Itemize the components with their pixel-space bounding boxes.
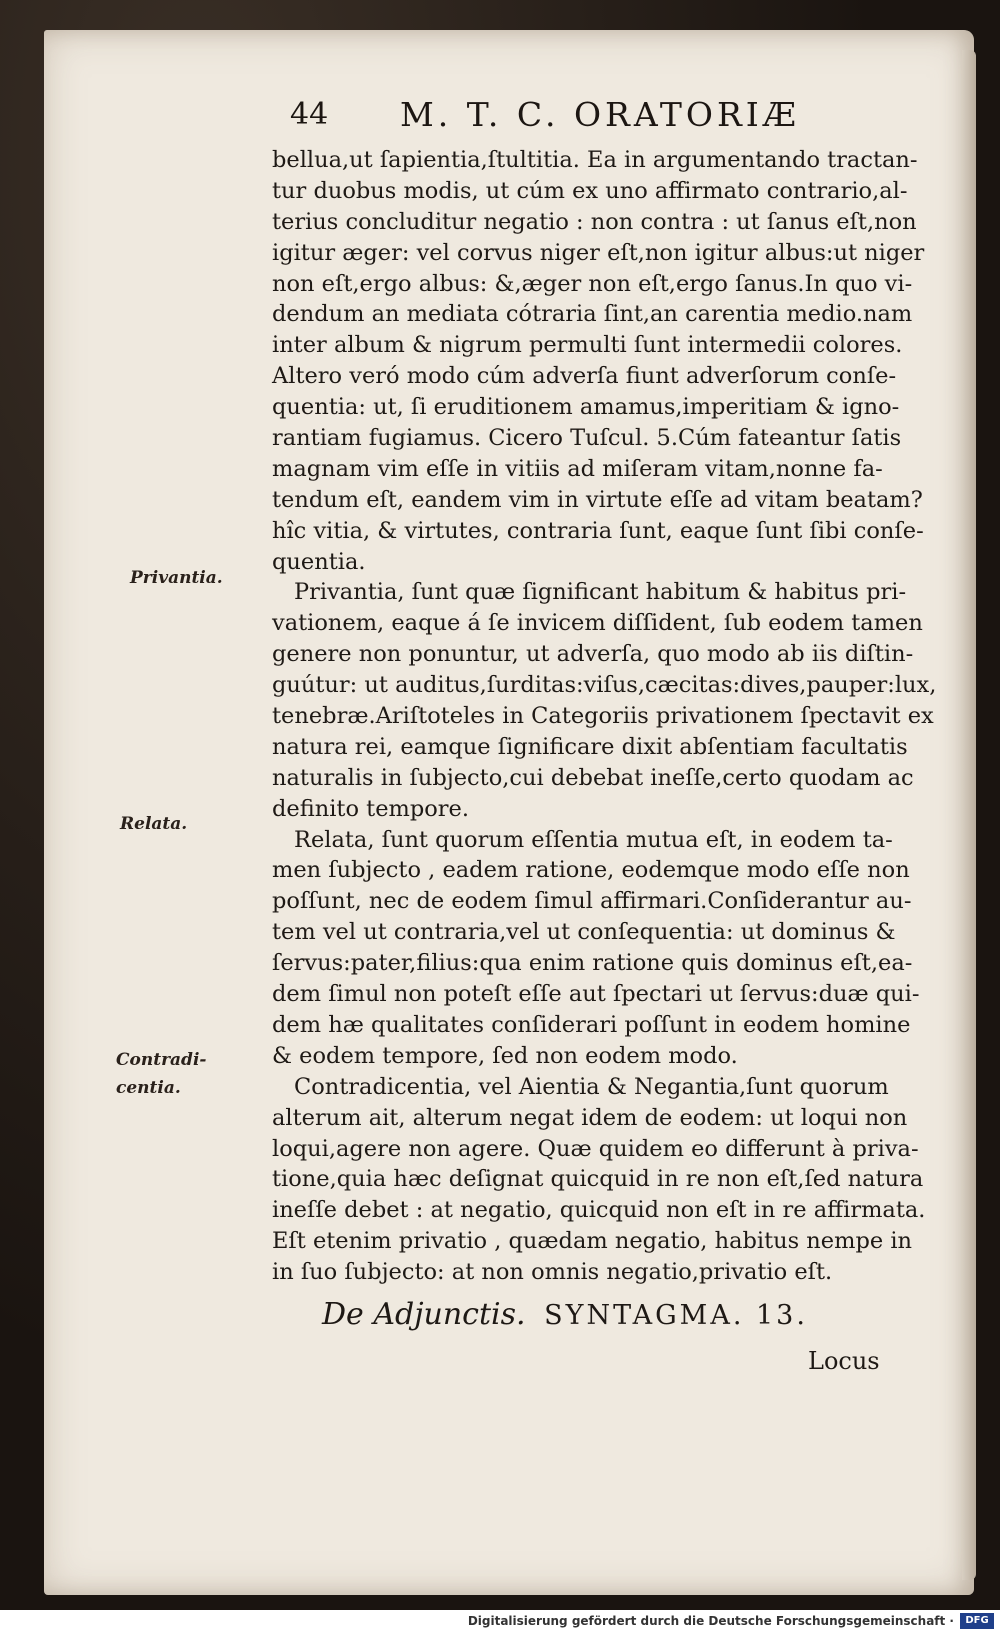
catchword: Locus	[808, 1347, 880, 1375]
text-line: tione,quia hæc deſignat quicquid in re non eſt,ſed natura	[272, 1166, 924, 1193]
text-line: tur duobus modis, ut cúm ex uno affirmato contrario,al-	[272, 177, 908, 204]
section-heading-number: SYNTAGMA. 13.	[544, 1300, 808, 1331]
text-line: non eſt,ergo albus: &,æger non eſt,ergo ſanus.In quo vi-	[272, 270, 913, 297]
text-line: bellua,ut ſapientia,ſtultitia. Ea in argumentando tractan-	[272, 147, 918, 173]
text-line: Privantia, ſunt quæ ſignificant habitum & habitus pri-	[294, 579, 907, 606]
text-line: vationem, eaque á ſe invicem diſſident, ſub eodem tamen	[272, 610, 923, 637]
text-line: dem ſimul non poteſt eſſe aut ſpectari ut ſervus:duæ qui-	[272, 981, 920, 1008]
text-line: alterum ait, alterum negat idem de eodem: ut loqui non	[272, 1104, 908, 1131]
text-line: tenebræ.Ariſtoteles in Categoriis privationem ſpectavit ex	[272, 703, 934, 730]
marginal-note-privantia: Privantia.	[130, 568, 223, 588]
footer-bar	[0, 1610, 1000, 1633]
text-line: genere non ponuntur, ut adverſa, quo modo ab iis diſtin-	[272, 641, 914, 668]
text-line: rantiam fugiamus. Cicero Tuſcul. 5.Cúm fateantur ſatis	[272, 425, 902, 452]
text-line: men ſubjecto , eadem ratione, eodemque modo eſſe non	[272, 857, 910, 884]
dfg-logo: DFG	[960, 1613, 994, 1629]
text-line: in ſuo ſubjecto: at non omnis negatio,privatio eſt.	[272, 1259, 833, 1286]
text-line: guútur: ut auditus,ſurditas:viſus,cæcitas:dives,pauper:lux,	[272, 672, 937, 699]
page-header	[290, 95, 850, 145]
text-line: ineſſe debet : at negatio, quicquid non eſt in re affirmata.	[272, 1197, 926, 1224]
text-line: & eodem tempore, ſed non eodem modo.	[272, 1042, 738, 1069]
section-heading-title: De Adjunctis.	[322, 1297, 526, 1332]
text-line: hîc vitia, & virtutes, contraria ſunt, eaque ſunt ſibi conſe-	[272, 517, 924, 544]
text-line: magnam vim eſſe in vitiis ad miſeram vitam,nonne fa-	[272, 455, 883, 482]
page-number: 44	[290, 97, 329, 132]
marginal-note-contradicentia-2: centia.	[116, 1078, 181, 1098]
text-line: dem hæ qualitates conſiderari poſſunt in eodem homine	[272, 1011, 911, 1038]
section-heading	[322, 1297, 808, 1332]
text-line: definito tempore.	[272, 795, 470, 822]
text-line: tendum eſt, eandem vim in virtute eſſe ad vitam beatam?	[272, 486, 923, 513]
text-line: quentia.	[272, 548, 366, 575]
running-title: M. T. C. ORATORIÆ	[400, 95, 800, 134]
text-line: Relata, ſunt quorum eſſentia mutua eſt, in eodem ta-	[294, 826, 893, 853]
text-line: terius concluditur negatio : non contra : ut ſanus eſt,non	[272, 208, 917, 235]
text-line: quentia: ut, ſi eruditionem amamus,imperitiam & igno-	[272, 394, 900, 421]
footer-credit: Digitalisierung gefördert durch die Deutsche Forschungsgemeinschaft ·	[467, 1614, 954, 1628]
text-line: dendum an mediata cótraria ſint,an carentia medio.nam	[272, 301, 913, 328]
text-line: Altero veró modo cúm adverſa fiunt adverſorum conſe-	[272, 363, 897, 390]
marginal-note-contradicentia-1: Contradi-	[116, 1050, 207, 1070]
text-line: natura rei, eamque ſignificare dixit abſentiam facultatis	[272, 733, 908, 760]
text-line: loqui,agere non agere. Quæ quidem eo differunt à priva-	[272, 1135, 919, 1162]
text-line: tem vel ut contraria,vel ut conſequentia: ut dominus &	[272, 919, 896, 946]
body-text	[272, 145, 937, 1288]
text-line: igitur æger: vel corvus niger eſt,non igitur albus:ut niger	[272, 239, 925, 266]
marginal-note-relata: Relata.	[120, 814, 188, 834]
text-line: Eſt etenim privatio , quædam negatio, habitus nempe in	[272, 1228, 913, 1255]
text-line: ſervus:pater,filius:qua enim ratione quis dominus eſt,ea-	[272, 950, 913, 977]
page-edge	[962, 50, 976, 1580]
text-line: naturalis in ſubjecto,cui debebat ineſſe,certo quodam ac	[272, 764, 914, 791]
text-line: inter album & nigrum permulti ſunt intermedii colores.	[272, 332, 903, 359]
text-line: Contradicentia, vel Aientia & Negantia,ſunt quorum	[294, 1073, 889, 1100]
text-line: poſſunt, nec de eodem ſimul affirmari.Conſiderantur au-	[272, 888, 912, 915]
